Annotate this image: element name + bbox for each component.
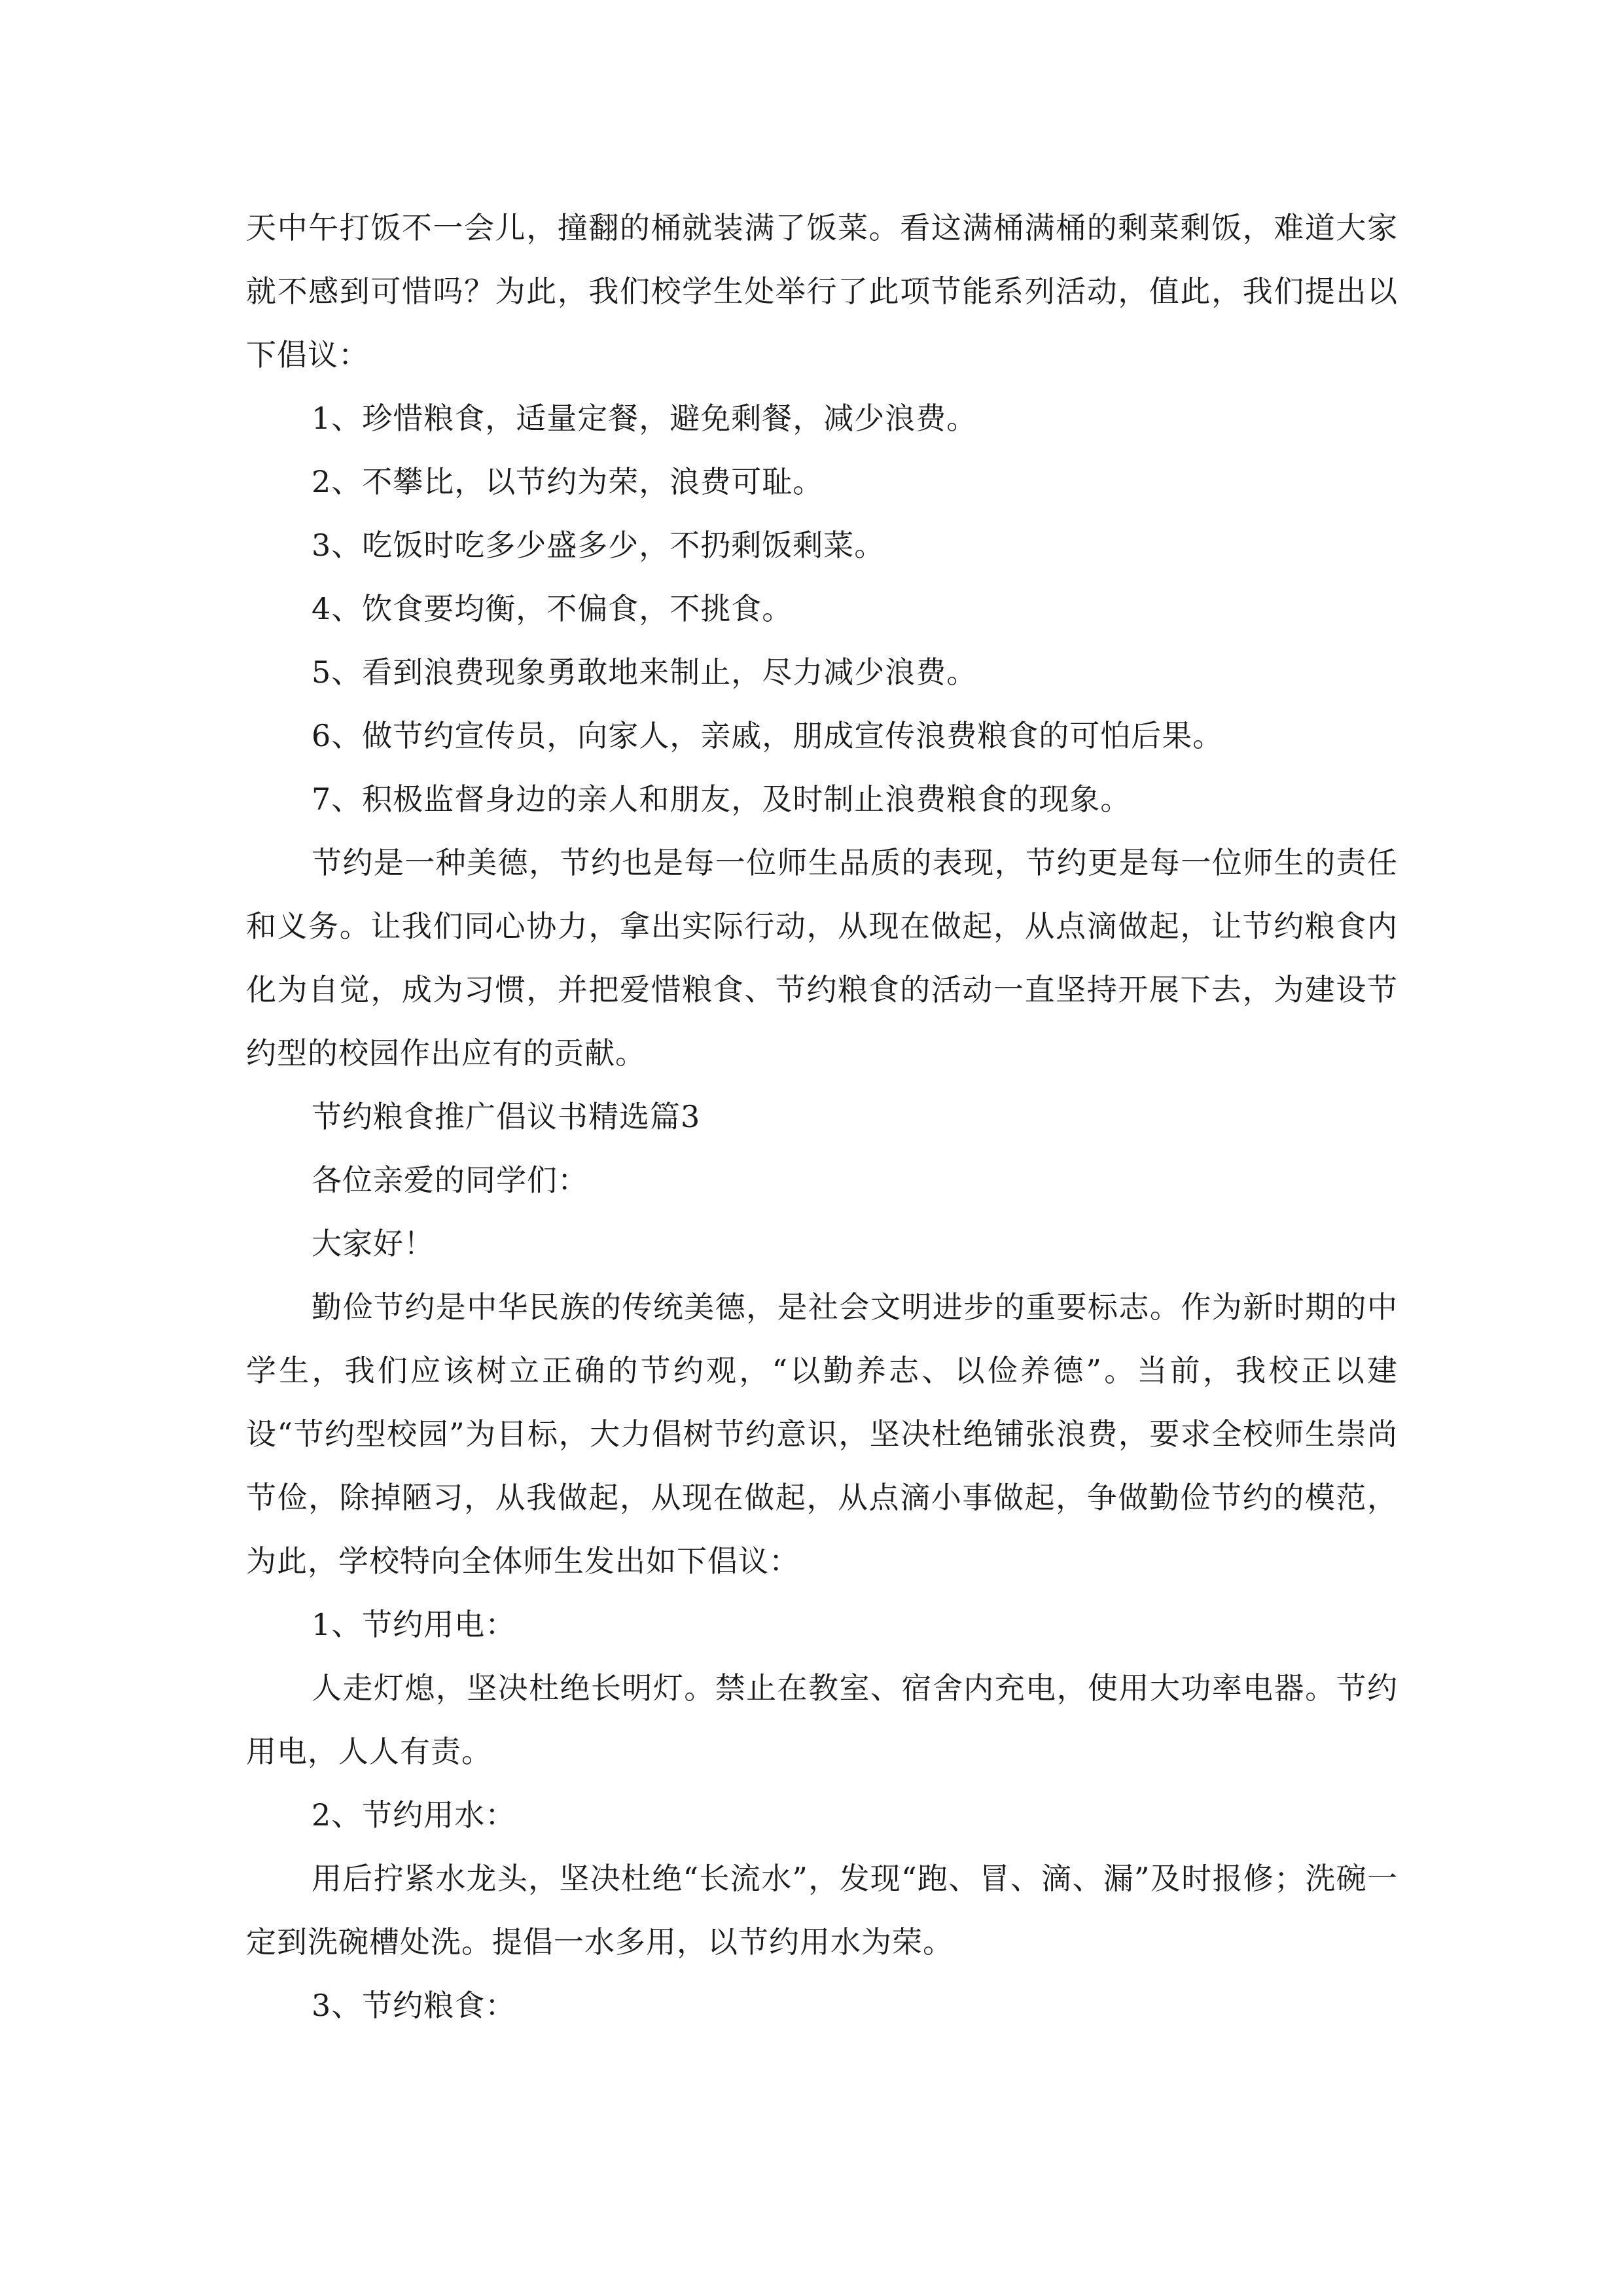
list-item-4: 4、饮食要均衡，不偏食，不挑食。 bbox=[312, 591, 793, 626]
salutation: 各位亲爱的同学们： bbox=[312, 1162, 588, 1198]
list-item-7: 7、积极监督身边的亲人和朋友，及时制止浪费粮食的现象。 bbox=[312, 781, 1132, 817]
section-heading: 节约粮食推广倡议书精选篇3 bbox=[312, 1099, 701, 1134]
document-body bbox=[246, 196, 1398, 2037]
paragraph-conclusion: 节约是一种美德，节约也是每一位师生品质的表现，节约更是每一位师生的责任和义务。让我们同心协力，拿出实际行动，从现在做起，从点滴做起，让节约粮食内化为自觉，成为习惯，并把爱惜粮食、节约粮食的活动一直坚持开展下去，为建设节约型的校园作出应有的贡献。 bbox=[246, 845, 1398, 1071]
list-item-6: 6、做节约宣传员，向家人，亲戚，朋成宣传浪费粮食的可怕后果。 bbox=[312, 718, 1224, 753]
subheading-electricity: 1、节约用电： bbox=[312, 1607, 516, 1642]
paragraph-water: 用后拧紧水龙头，坚决杜绝“长流水”，发现“跑、冒、滴、漏”及时报修；洗碗一定到洗碗槽处洗。提倡一水多用，以节约用水为荣。 bbox=[246, 1861, 1398, 1960]
list-item-2: 2、不攀比，以节约为荣，浪费可耻。 bbox=[312, 464, 824, 499]
subheading-water: 2、节约用水： bbox=[312, 1797, 516, 1833]
list-item-5: 5、看到浪费现象勇敢地来制止，尽力减少浪费。 bbox=[312, 655, 978, 690]
list-item-1: 1、珍惜粮食，适量定餐，避免剩餐，减少浪费。 bbox=[312, 401, 978, 436]
greeting: 大家好！ bbox=[312, 1226, 435, 1261]
paragraph-electricity: 人走灯熄，坚决杜绝长明灯。禁止在教室、宿舍内充电，使用大功率电器。节约用电，人人有责。 bbox=[246, 1670, 1398, 1769]
list-item-3: 3、吃饭时吃多少盛多少，不扔剩饭剩菜。 bbox=[312, 528, 885, 563]
paragraph-intro: 勤俭节约是中华民族的传统美德，是社会文明进步的重要标志。作为新时期的中学生，我们应该树立正确的节约观，“以勤养志、以俭养德”。当前，我校正以建设“节约型校园”为目标，大力倡树节约意识，坚决杜绝铺张浪费，要求全校师生崇尚节俭，除掉陋习，从我做起，从现在做起，从点滴小事做起，争做勤俭节约的模范，为此，学校特向全体师生发出如下倡议： bbox=[246, 1289, 1398, 1579]
paragraph-continuation: 天中午打饭不一会儿，撞翻的桶就装满了饭菜。看这满桶满桶的剩菜剩饭，难道大家就不感到可惜吗？为此，我们校学生处举行了此项节能系列活动，值此，我们提出以下倡议： bbox=[246, 210, 1398, 372]
subheading-food: 3、节约粮食： bbox=[312, 1988, 516, 2023]
